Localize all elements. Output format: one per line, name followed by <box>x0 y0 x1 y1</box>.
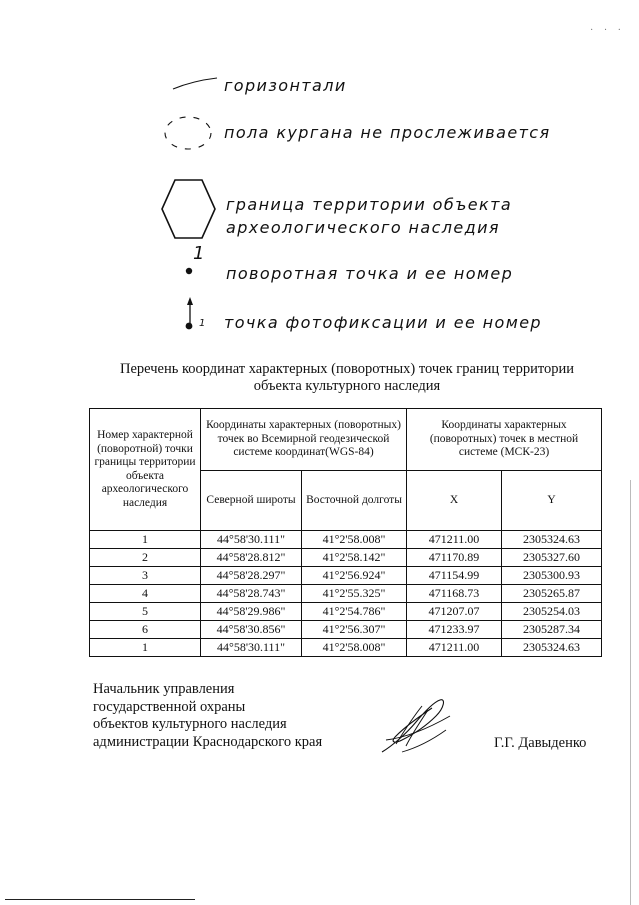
cell-latitude: 44°58'30.111" <box>201 531 302 549</box>
table-row <box>90 531 602 549</box>
cell-y: 2305324.63 <box>502 639 602 657</box>
turning-point-number: 1 <box>193 243 206 264</box>
table-row <box>90 567 602 585</box>
table-row <box>90 621 602 639</box>
cell-y: 2305324.63 <box>502 531 602 549</box>
cell-x: 471168.73 <box>407 585 502 603</box>
cell-longitude: 41°2'56.924" <box>302 567 407 585</box>
cell-latitude: 44°58'28.812" <box>201 549 302 567</box>
turning-point-icon <box>183 265 195 277</box>
coordinates-table <box>89 408 602 657</box>
legend-label-turning-point: поворотная точка и ее номер <box>226 264 514 283</box>
cell-latitude: 44°58'30.856" <box>201 621 302 639</box>
scan-edge-line <box>630 480 631 905</box>
cell-y: 2305287.34 <box>502 621 602 639</box>
scan-speckles: · · · <box>590 25 625 36</box>
signatory-title-line: объектов культурного наследия <box>93 716 287 732</box>
table-row <box>90 639 602 657</box>
cell-longitude: 41°2'58.008" <box>302 639 407 657</box>
cell-x: 471233.97 <box>407 621 502 639</box>
legend-label-photo-point: точка фотофиксации и ее номер <box>224 313 542 332</box>
signatory-title <box>93 681 322 751</box>
cell-y: 2305254.03 <box>502 603 602 621</box>
legend-label-boundary-2: археологического наследия <box>226 218 500 237</box>
legend-label-boundary-1: граница территории объекта <box>226 195 513 214</box>
cell-point-number: 1 <box>90 639 201 657</box>
cell-y: 2305300.93 <box>502 567 602 585</box>
cell-x: 471154.99 <box>407 567 502 585</box>
cell-longitude: 41°2'58.008" <box>302 531 407 549</box>
cell-point-number: 1 <box>90 531 201 549</box>
cell-longitude: 41°2'55.325" <box>302 585 407 603</box>
signatory-title-line: государственной охраны <box>93 698 246 715</box>
table-row <box>90 549 602 567</box>
footer-rule <box>5 899 195 900</box>
signatory-name: Г.Г. Давыденко <box>494 735 587 751</box>
cell-point-number: 6 <box>90 621 201 639</box>
col-header-wgs84: Координаты характерных (поворотных) точек во Всемирной геодезической системе координат(WGS-84) <box>201 409 407 471</box>
cell-longitude: 41°2'56.307" <box>302 621 407 639</box>
cell-latitude: 44°58'30.111" <box>201 639 302 657</box>
cell-x: 471207.07 <box>407 603 502 621</box>
table-row <box>90 603 602 621</box>
cell-latitude: 44°58'29.986" <box>201 603 302 621</box>
handwritten-signature <box>376 694 456 760</box>
photo-point-icon <box>182 297 198 333</box>
cell-latitude: 44°58'28.743" <box>201 585 302 603</box>
signatory-title-line: администрации Краснодарского края <box>93 733 323 750</box>
cell-latitude: 44°58'28.297" <box>201 567 302 585</box>
legend-label-mound: пола кургана не прослеживается <box>224 123 551 142</box>
subheader-longitude: Восточной долготы <box>302 471 407 531</box>
table-heading-line2: объекта культурного наследия <box>253 378 441 394</box>
legend-label-contours: горизонтали <box>224 76 347 95</box>
subheader-latitude: Северной широты <box>201 471 302 531</box>
cell-x: 471211.00 <box>407 639 502 657</box>
cell-point-number: 4 <box>90 585 201 603</box>
contour-line-icon <box>170 74 220 94</box>
cell-longitude: 41°2'54.786" <box>302 603 407 621</box>
dashed-oval-icon <box>160 112 216 156</box>
cell-point-number: 5 <box>90 603 201 621</box>
col-header-point-number: Номер характерной (поворотной) точки границы территории объекта археологического наследия <box>90 409 201 531</box>
cell-point-number: 3 <box>90 567 201 585</box>
table-row <box>90 585 602 603</box>
cell-y: 2305265.87 <box>502 585 602 603</box>
table-heading-line1: Перечень координат характерных (поворотных) точек границ территории <box>119 361 575 377</box>
signatory-title-line: Начальник управления <box>93 681 235 697</box>
photo-point-number: 1 <box>199 318 206 329</box>
cell-x: 471170.89 <box>407 549 502 567</box>
hexagon-boundary-icon <box>158 177 218 243</box>
cell-y: 2305327.60 <box>502 549 602 567</box>
cell-point-number: 2 <box>90 549 201 567</box>
cell-x: 471211.00 <box>407 531 502 549</box>
subheader-x: X <box>407 471 502 531</box>
subheader-y: Y <box>502 471 602 531</box>
table-heading <box>90 361 604 395</box>
col-header-msk23: Координаты характерных (поворотных) точек в местной системе (МСК-23) <box>407 409 602 471</box>
cell-longitude: 41°2'58.142" <box>302 549 407 567</box>
